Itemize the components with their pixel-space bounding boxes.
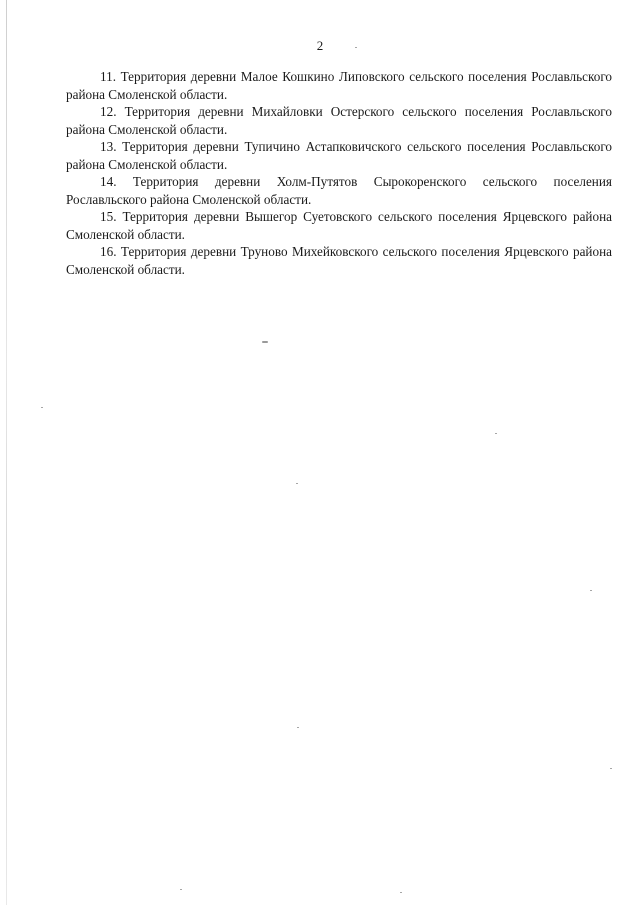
scan-edge-line [6,0,7,905]
scan-speck [495,433,497,434]
list-item: 12. Территория деревни Михайловки Остерского сельского поселения Рославльского района Смоленской области. [66,104,612,137]
page-number: 2 [316,38,324,53]
scan-speck [296,483,298,484]
list-item: 14. Территория деревни Холм-Путятов Сырокоренского сельского поселения Рославльского района Смоленской области. [66,174,612,207]
scan-speck [297,727,299,728]
scan-speck [590,590,592,591]
scan-speck [610,768,612,769]
list-item: 13. Территория деревни Тупичино Астапковичского сельского поселения Рославльского района Смоленской области. [66,139,612,172]
scan-speck [262,341,268,343]
scan-speck [180,889,182,890]
list-item: 15. Территория деревни Вышегор Суетовского сельского поселения Ярцевского района Смоленской области. [66,209,612,242]
list-item: 11. Территория деревни Малое Кошкино Липовского сельского поселения Рославльского района Смоленской области. [66,69,612,102]
scan-speck [41,407,43,408]
scan-speck [355,47,357,48]
document-body [66,68,612,278]
list-item: 16. Территория деревни Труново Михейковского сельского поселения Ярцевского района Смоленской области. [66,244,612,277]
scan-speck [400,892,402,893]
